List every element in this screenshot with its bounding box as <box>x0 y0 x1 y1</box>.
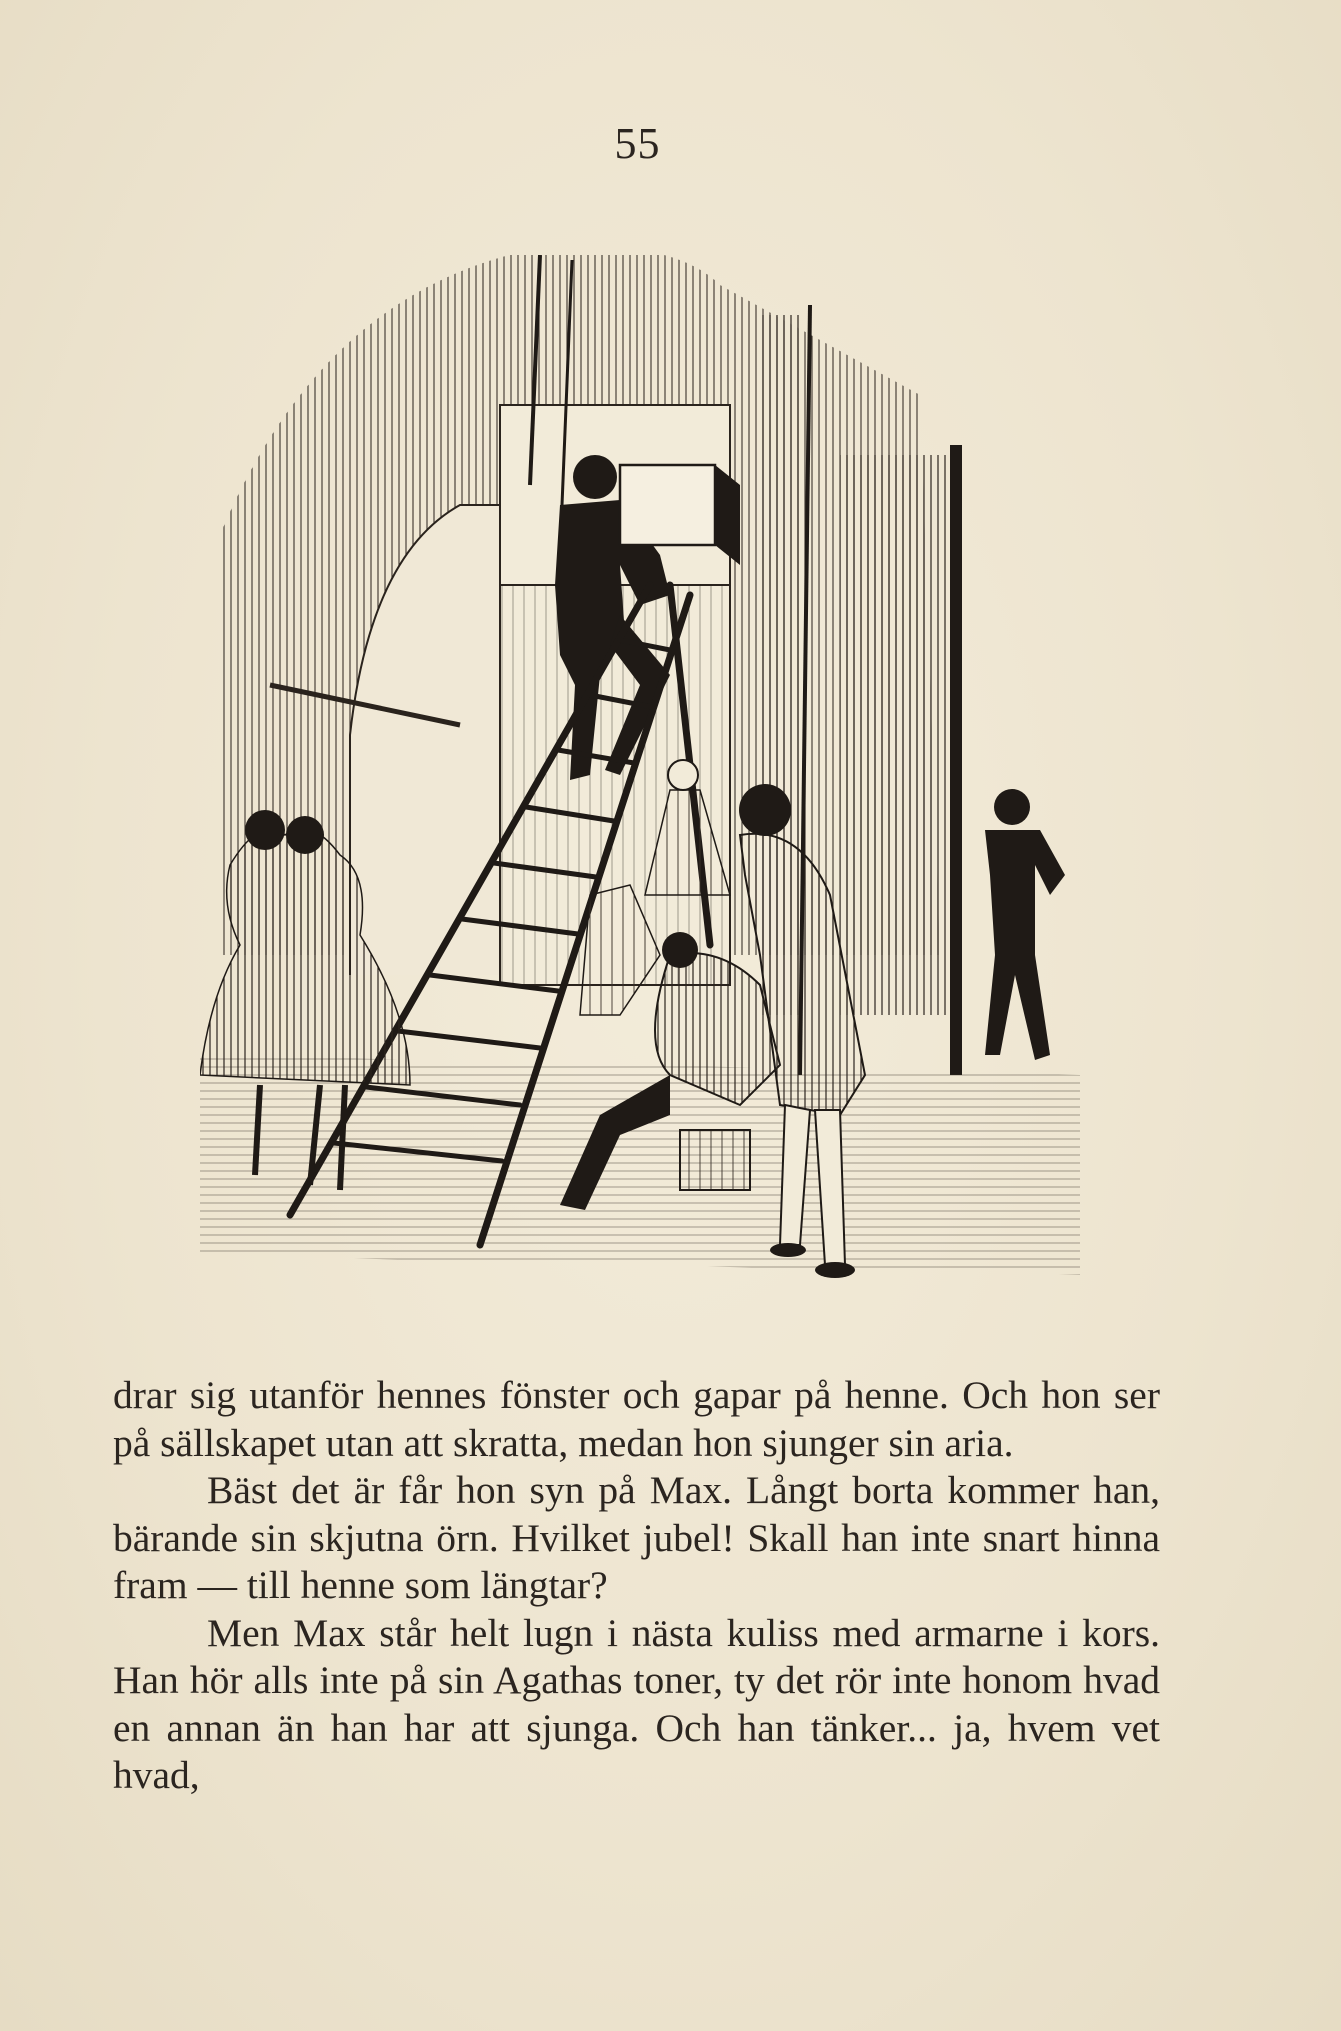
page-number: 55 <box>614 119 661 168</box>
body-text <box>113 1372 1160 1800</box>
backstage-illustration <box>200 255 1080 1305</box>
man-standing-right <box>985 789 1065 1060</box>
paragraph-1: drar sig utanför hennes fönster och gapar på henne. Och hon ser på sällskapet utan att skratta, medan hon sjunger sin aria. <box>113 1373 1160 1465</box>
paragraph-2: Bäst det är får hon syn på Max. Långt borta kommer han, bärande sin skjutna örn. Hvilket jubel! Skall han inte snart hinna fram — till henne som längtar? <box>113 1468 1160 1607</box>
paragraph-3: Men Max står helt lugn i nästa kuliss med armarne i kors. Han hör alls inte på sin Agathas toner, ty det rör inte honom hvad en annan än han har att sjunga. Och han tänker... ja, hvem vet hvad, <box>113 1610 1160 1797</box>
stage-floor <box>200 1055 1080 1275</box>
